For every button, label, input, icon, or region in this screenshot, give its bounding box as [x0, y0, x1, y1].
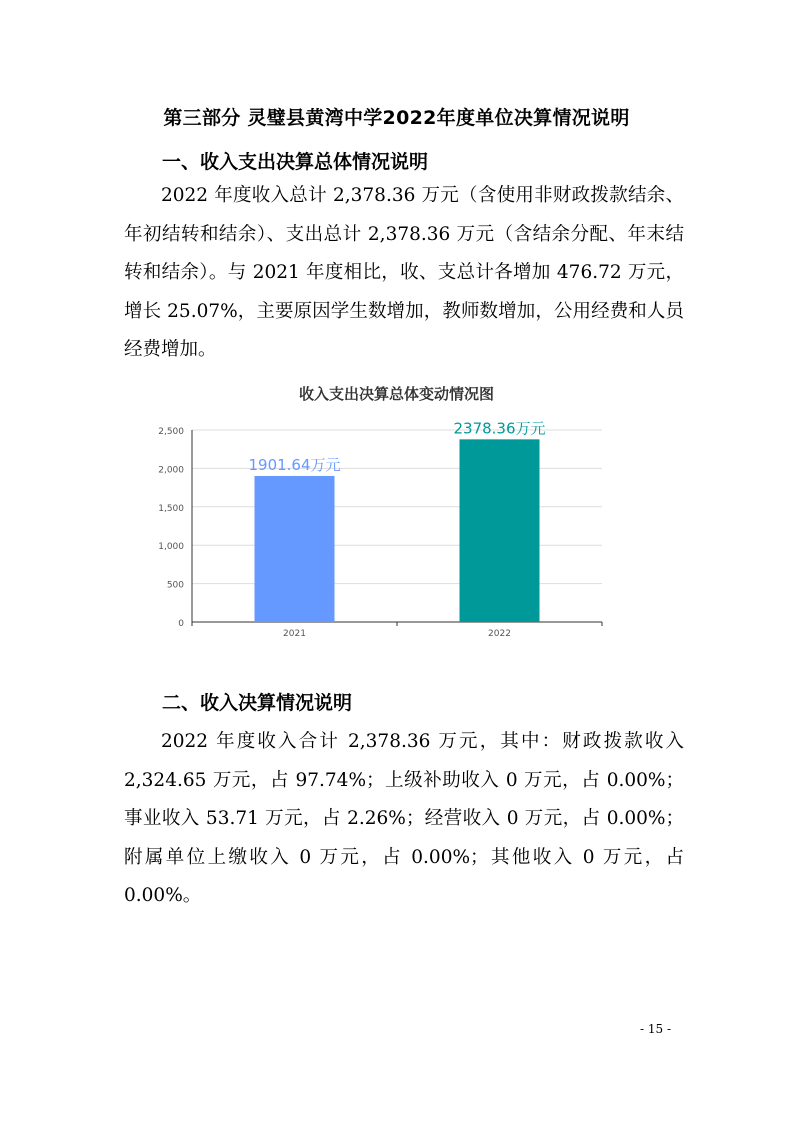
data-label: 2378.36万元: [453, 419, 546, 438]
y-tick-label: 1,000: [158, 542, 184, 553]
data-label: 1901.64万元: [248, 455, 341, 474]
bar-2022: [460, 439, 540, 622]
document-title: 第三部分 灵璧县黄湾中学2022年度单位决算情况说明: [163, 107, 630, 129]
y-tick-label: 1,500: [158, 503, 184, 514]
y-tick-label: 0: [178, 619, 184, 629]
bar-chart: [140, 410, 620, 640]
section-2-paragraph: 2022 年度收入合计 2,378.36 万元，其中：财政拨款收入 2,324.65 万元，占 97.74%；上级补助收入 0 万元，占 0.00%；事业收入 53.71 万元，占 2.26%；经营收入 0 万元，占 0.00%；附属单位上缴收入 0 万元，占 0.00%；其他收入 0 万元，占 0.00%。: [124, 731, 684, 906]
y-tick-label: 2,000: [158, 465, 184, 476]
page-number: - 15 -: [640, 1022, 672, 1036]
x-tick-label: 2022: [488, 629, 511, 639]
section-1-heading: 一、收入支出决算总体情况说明: [162, 151, 429, 173]
y-tick-label: 500: [166, 580, 184, 591]
bar-2021: [255, 476, 335, 622]
chart-title: 收入支出决算总体变动情况图: [298, 385, 494, 403]
y-tick-label: 2,500: [158, 427, 184, 437]
section-2-heading: 二、收入决算情况说明: [162, 692, 353, 714]
section-1-paragraph: 2022 年度收入总计 2,378.36 万元（含使用非财政拨款结余、年初结转和结余）、支出总计 2,378.36 万元（含结余分配、年末结转和结余）。与 2021 年度相比，收、支总计各增加 476.72 万元，增长 25.07%，主要原因学生数增加，教师数增加，公用经费和人员经费增加。: [124, 185, 684, 360]
x-tick-label: 2021: [283, 629, 306, 639]
